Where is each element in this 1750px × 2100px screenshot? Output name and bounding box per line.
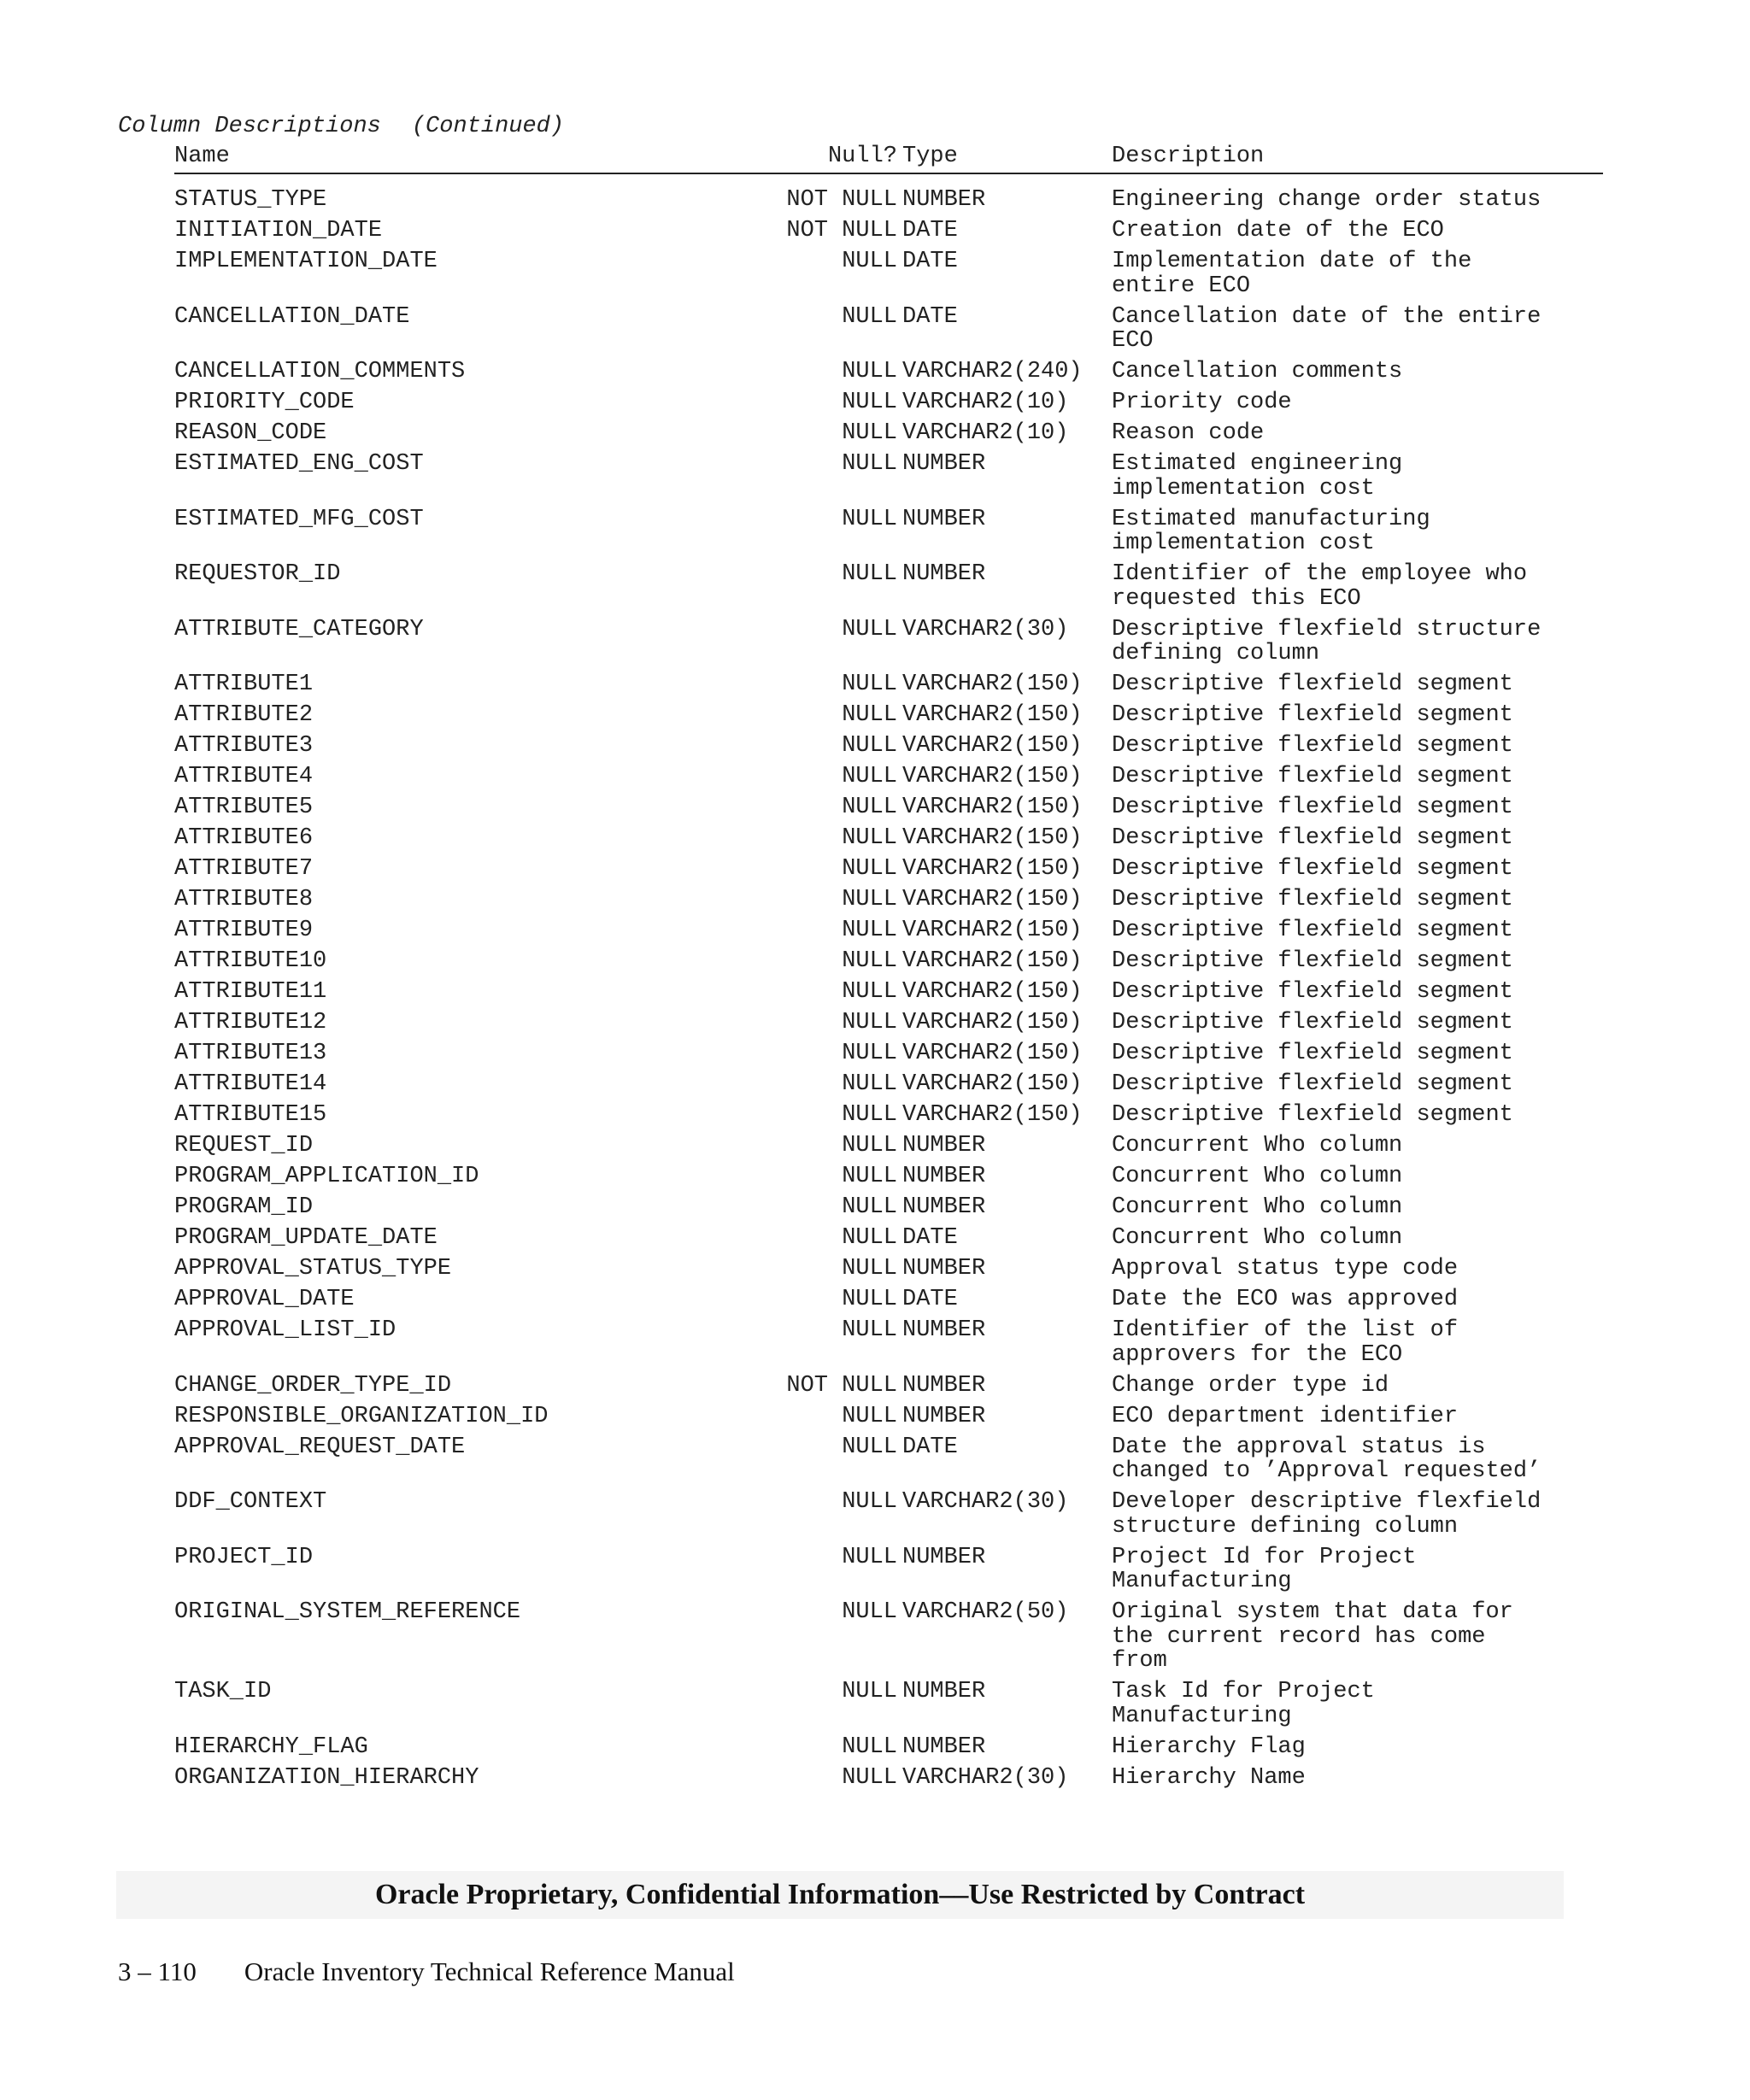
null-constraint: NULL: [842, 1317, 897, 1343]
column-name: REQUEST_ID: [174, 1133, 314, 1159]
null-constraint: NULL: [842, 979, 897, 1005]
column-name: PROGRAM_APPLICATION_ID: [174, 1164, 479, 1189]
column-description: Implementation date of the entire ECO: [1112, 249, 1472, 299]
column-description: Descriptive flexfield segment: [1112, 948, 1513, 974]
data-type: VARCHAR2(150): [902, 979, 1083, 1005]
column-description: Priority code: [1112, 390, 1292, 415]
column-description: Descriptive flexfield segment: [1112, 856, 1513, 882]
column-name: INITIATION_DATE: [174, 218, 383, 243]
column-name: APPROVAL_STATUS_TYPE: [174, 1256, 452, 1282]
column-name: PROGRAM_ID: [174, 1194, 314, 1220]
column-name: RESPONSIBLE_ORGANIZATION_ID: [174, 1403, 549, 1429]
data-type: NUMBER: [902, 1372, 986, 1399]
null-constraint: NULL: [842, 359, 897, 384]
null-constraint: NULL: [842, 1041, 897, 1066]
null-constraint: NULL: [842, 451, 897, 477]
null-constraint: NULL: [842, 918, 897, 943]
null-constraint: NOT NULL: [786, 218, 897, 243]
column-name: STATUS_TYPE: [174, 187, 327, 213]
data-type: VARCHAR2(30): [902, 616, 1069, 642]
column-description: Hierarchy Flag: [1112, 1733, 1306, 1760]
table-row: [174, 249, 1603, 305]
column-description: Cancellation comments: [1112, 359, 1403, 384]
column-name: ATTRIBUTE2: [174, 702, 314, 728]
null-constraint: NULL: [842, 1403, 897, 1429]
table-row: [174, 188, 1603, 219]
table-row: [174, 1072, 1603, 1103]
column-name: ATTRIBUTE14: [174, 1071, 327, 1097]
column-description: Change order type id: [1112, 1372, 1389, 1399]
null-constraint: NULL: [842, 1544, 897, 1570]
column-name: ATTRIBUTE13: [174, 1041, 327, 1066]
data-type: VARCHAR2(150): [902, 1010, 1083, 1035]
data-type: NUMBER: [902, 1679, 986, 1704]
null-constraint: NULL: [842, 1256, 897, 1282]
column-description: Concurrent Who column: [1112, 1194, 1403, 1220]
column-description: Identifier of the employee who requested this ECO: [1112, 561, 1528, 612]
column-name: ESTIMATED_ENG_COST: [174, 451, 424, 477]
column-description: Engineering change order status: [1112, 187, 1542, 213]
column-name: IMPLEMENTATION_DATE: [174, 249, 438, 274]
table-row: [174, 734, 1603, 765]
column-name: ATTRIBUTE4: [174, 764, 314, 789]
column-description: Descriptive flexfield segment: [1112, 672, 1513, 697]
column-description: Descriptive flexfield segment: [1112, 887, 1513, 912]
data-type: DATE: [902, 1225, 958, 1251]
data-type: VARCHAR2(240): [902, 359, 1083, 384]
column-name: ATTRIBUTE10: [174, 948, 327, 974]
table-row: [174, 1490, 1603, 1546]
column-description: Task Id for Project Manufacturing: [1112, 1679, 1375, 1729]
column-description: Identifier of the list of approvers for the ECO: [1112, 1317, 1459, 1368]
header-description: Description: [1112, 144, 1265, 169]
column-description: Original system that data for the current record has come from: [1112, 1599, 1513, 1674]
null-constraint: NULL: [842, 561, 897, 587]
column-description: Concurrent Who column: [1112, 1225, 1403, 1251]
data-type: NUMBER: [902, 1256, 986, 1282]
column-description: Descriptive flexfield segment: [1112, 1010, 1513, 1035]
data-type: NUMBER: [902, 451, 986, 477]
column-description: Estimated engineering implementation cost: [1112, 451, 1403, 502]
table-row: [174, 219, 1603, 249]
column-descriptions-table: [174, 144, 1603, 1797]
table-row: [174, 1405, 1603, 1435]
null-constraint: NULL: [842, 1764, 897, 1791]
null-constraint: NULL: [842, 795, 897, 820]
null-constraint: NULL: [842, 249, 897, 274]
column-description: Descriptive flexfield segment: [1112, 825, 1513, 851]
null-constraint: NULL: [842, 390, 897, 415]
header-null: Null?: [827, 144, 897, 169]
table-row: [174, 1041, 1603, 1072]
data-type: VARCHAR2(150): [902, 1102, 1083, 1128]
data-type: NUMBER: [902, 1164, 986, 1189]
null-constraint: NULL: [842, 1010, 897, 1035]
table-row: [174, 1318, 1603, 1374]
null-constraint: NULL: [842, 733, 897, 759]
data-type: VARCHAR2(150): [902, 1071, 1083, 1097]
column-name: ATTRIBUTE1: [174, 672, 314, 697]
table-row: [174, 795, 1603, 826]
table-row: [174, 949, 1603, 980]
column-name: ATTRIBUTE3: [174, 733, 314, 759]
table-row: [174, 888, 1603, 918]
column-name: CANCELLATION_COMMENTS: [174, 359, 466, 384]
data-type: VARCHAR2(150): [902, 1041, 1083, 1066]
null-constraint: NULL: [842, 506, 897, 532]
data-type: VARCHAR2(150): [902, 672, 1083, 697]
column-name: ORIGINAL_SYSTEM_REFERENCE: [174, 1599, 521, 1625]
data-type: NUMBER: [902, 1317, 986, 1343]
column-description: Date the approval status is changed to ’Approval requested’: [1112, 1434, 1542, 1484]
column-name: APPROVAL_REQUEST_DATE: [174, 1434, 466, 1460]
column-name: APPROVAL_DATE: [174, 1287, 355, 1312]
column-description: Hierarchy Name: [1112, 1764, 1306, 1791]
null-constraint: NULL: [842, 856, 897, 882]
column-description: Descriptive flexfield segment: [1112, 1071, 1513, 1097]
column-name: CANCELLATION_DATE: [174, 303, 410, 330]
data-type: NUMBER: [902, 1733, 986, 1760]
table-row: [174, 1011, 1603, 1041]
table-row: [174, 918, 1603, 949]
table-row: [174, 305, 1603, 361]
data-type: VARCHAR2(30): [902, 1764, 1069, 1791]
column-description: Cancellation date of the entire ECO: [1112, 303, 1542, 354]
null-constraint: NULL: [842, 825, 897, 851]
column-name: PROJECT_ID: [174, 1544, 314, 1570]
column-name: REQUESTOR_ID: [174, 561, 341, 587]
table-header: [174, 144, 1603, 174]
column-name: ATTRIBUTE8: [174, 887, 314, 912]
table-row: [174, 421, 1603, 452]
column-name: REASON_CODE: [174, 420, 327, 446]
table-row: [174, 703, 1603, 734]
column-description: ECO department identifier: [1112, 1403, 1459, 1429]
data-type: VARCHAR2(150): [902, 856, 1083, 882]
null-constraint: NULL: [842, 1434, 897, 1460]
data-type: NUMBER: [902, 1194, 986, 1220]
null-constraint: NULL: [842, 1287, 897, 1312]
null-constraint: NULL: [842, 1225, 897, 1251]
data-type: VARCHAR2(150): [902, 918, 1083, 943]
column-name: PROGRAM_UPDATE_DATE: [174, 1225, 438, 1251]
header-name: Name: [174, 144, 230, 169]
null-constraint: NULL: [842, 1489, 897, 1515]
table-row: [174, 1680, 1603, 1735]
null-constraint: NULL: [842, 1133, 897, 1159]
table-row: [174, 1374, 1603, 1405]
page-footer: [118, 1956, 735, 1987]
column-description: Descriptive flexfield segment: [1112, 1041, 1513, 1066]
table-row: [174, 452, 1603, 507]
column-name: CHANGE_ORDER_TYPE_ID: [174, 1372, 452, 1399]
column-description: Concurrent Who column: [1112, 1164, 1403, 1189]
column-description: Reason code: [1112, 420, 1265, 446]
data-type: DATE: [902, 1287, 958, 1312]
manual-title: Oracle Inventory Technical Reference Manual: [244, 1956, 735, 1986]
column-description: Concurrent Who column: [1112, 1133, 1403, 1159]
data-type: NUMBER: [902, 561, 986, 587]
null-constraint: NULL: [842, 616, 897, 642]
column-name: ESTIMATED_MFG_COST: [174, 506, 424, 532]
table-row: [174, 1257, 1603, 1288]
table-row: [174, 1195, 1603, 1226]
column-description: Descriptive flexfield segment: [1112, 764, 1513, 789]
column-description: Descriptive flexfield segment: [1112, 733, 1513, 759]
data-type: NUMBER: [902, 506, 986, 532]
data-type: DATE: [902, 249, 958, 274]
null-constraint: NULL: [842, 672, 897, 697]
column-description: Estimated manufacturing implementation cost: [1112, 506, 1430, 556]
column-description: Descriptive flexfield segment: [1112, 795, 1513, 820]
data-type: NUMBER: [902, 1403, 986, 1429]
data-type: DATE: [902, 218, 958, 243]
table-row: [174, 672, 1603, 703]
table-row: [174, 826, 1603, 857]
table-row: [174, 390, 1603, 421]
column-description: Descriptive flexfield segment: [1112, 1102, 1513, 1128]
column-description: Project Id for Project Manufacturing: [1112, 1544, 1417, 1594]
table-row: [174, 618, 1603, 673]
data-type: NUMBER: [902, 1544, 986, 1570]
data-type: VARCHAR2(150): [902, 948, 1083, 974]
data-type: VARCHAR2(150): [902, 702, 1083, 728]
data-type: VARCHAR2(150): [902, 764, 1083, 789]
table-row: [174, 765, 1603, 795]
null-constraint: NULL: [842, 1733, 897, 1760]
column-name: TASK_ID: [174, 1679, 272, 1704]
column-name: ORGANIZATION_HIERARCHY: [174, 1764, 479, 1791]
data-type: VARCHAR2(150): [902, 795, 1083, 820]
null-constraint: NULL: [842, 420, 897, 446]
null-constraint: NOT NULL: [786, 1372, 897, 1399]
null-constraint: NULL: [842, 1164, 897, 1189]
data-type: VARCHAR2(30): [902, 1489, 1069, 1515]
table-row: [174, 1226, 1603, 1257]
confidential-banner: Oracle Proprietary, Confidential Information––Use Restricted by Contract: [116, 1871, 1564, 1919]
column-description: Descriptive flexfield segment: [1112, 702, 1513, 728]
data-type: VARCHAR2(10): [902, 390, 1069, 415]
column-description: Developer descriptive flexfield structure defining column: [1112, 1489, 1542, 1540]
null-constraint: NULL: [842, 1194, 897, 1220]
table-caption: [118, 114, 564, 139]
column-description: Approval status type code: [1112, 1256, 1459, 1282]
table-row: [174, 1546, 1603, 1601]
table-row: [174, 507, 1603, 563]
caption-title: Column Descriptions: [118, 114, 381, 139]
column-description: Creation date of the ECO: [1112, 218, 1444, 243]
data-type: VARCHAR2(150): [902, 887, 1083, 912]
table-row: [174, 1164, 1603, 1195]
caption-continued: (Continued): [411, 114, 565, 139]
table-row: [174, 1600, 1603, 1680]
column-description: Descriptive flexfield segment: [1112, 918, 1513, 943]
column-name: ATTRIBUTE_CATEGORY: [174, 616, 424, 642]
column-name: ATTRIBUTE11: [174, 979, 327, 1005]
null-constraint: NOT NULL: [786, 187, 897, 213]
null-constraint: NULL: [842, 948, 897, 974]
data-type: VARCHAR2(50): [902, 1599, 1069, 1625]
table-row: [174, 1134, 1603, 1164]
null-constraint: NULL: [842, 1679, 897, 1704]
column-description: Date the ECO was approved: [1112, 1287, 1459, 1312]
table-row: [174, 1103, 1603, 1134]
table-row: [174, 562, 1603, 618]
column-name: HIERARCHY_FLAG: [174, 1733, 368, 1760]
column-name: APPROVAL_LIST_ID: [174, 1317, 396, 1343]
null-constraint: NULL: [842, 1102, 897, 1128]
table-row: [174, 1766, 1603, 1797]
data-type: NUMBER: [902, 1133, 986, 1159]
header-type: Type: [902, 144, 958, 169]
table-row: [174, 1435, 1603, 1491]
data-type: VARCHAR2(150): [902, 825, 1083, 851]
table-row: [174, 1288, 1603, 1318]
table-row: [174, 360, 1603, 390]
table-body: [174, 174, 1603, 1797]
table-row: [174, 1735, 1603, 1766]
column-name: ATTRIBUTE15: [174, 1102, 327, 1128]
null-constraint: NULL: [842, 702, 897, 728]
data-type: DATE: [902, 1434, 958, 1460]
column-description: Descriptive flexfield structure defining column: [1112, 616, 1542, 666]
column-name: ATTRIBUTE6: [174, 825, 314, 851]
column-description: Descriptive flexfield segment: [1112, 979, 1513, 1005]
table-row: [174, 857, 1603, 888]
null-constraint: NULL: [842, 764, 897, 789]
null-constraint: NULL: [842, 887, 897, 912]
null-constraint: NULL: [842, 1599, 897, 1625]
column-name: ATTRIBUTE5: [174, 795, 314, 820]
column-name: PRIORITY_CODE: [174, 390, 355, 415]
data-type: VARCHAR2(150): [902, 733, 1083, 759]
column-name: ATTRIBUTE12: [174, 1010, 327, 1035]
null-constraint: NULL: [842, 1071, 897, 1097]
column-name: DDF_CONTEXT: [174, 1489, 327, 1515]
page-number: 3 – 110: [118, 1956, 197, 1986]
data-type: DATE: [902, 303, 958, 330]
data-type: NUMBER: [902, 187, 986, 213]
column-name: ATTRIBUTE9: [174, 918, 314, 943]
data-type: VARCHAR2(10): [902, 420, 1069, 446]
column-name: ATTRIBUTE7: [174, 856, 314, 882]
null-constraint: NULL: [842, 303, 897, 330]
table-row: [174, 980, 1603, 1011]
